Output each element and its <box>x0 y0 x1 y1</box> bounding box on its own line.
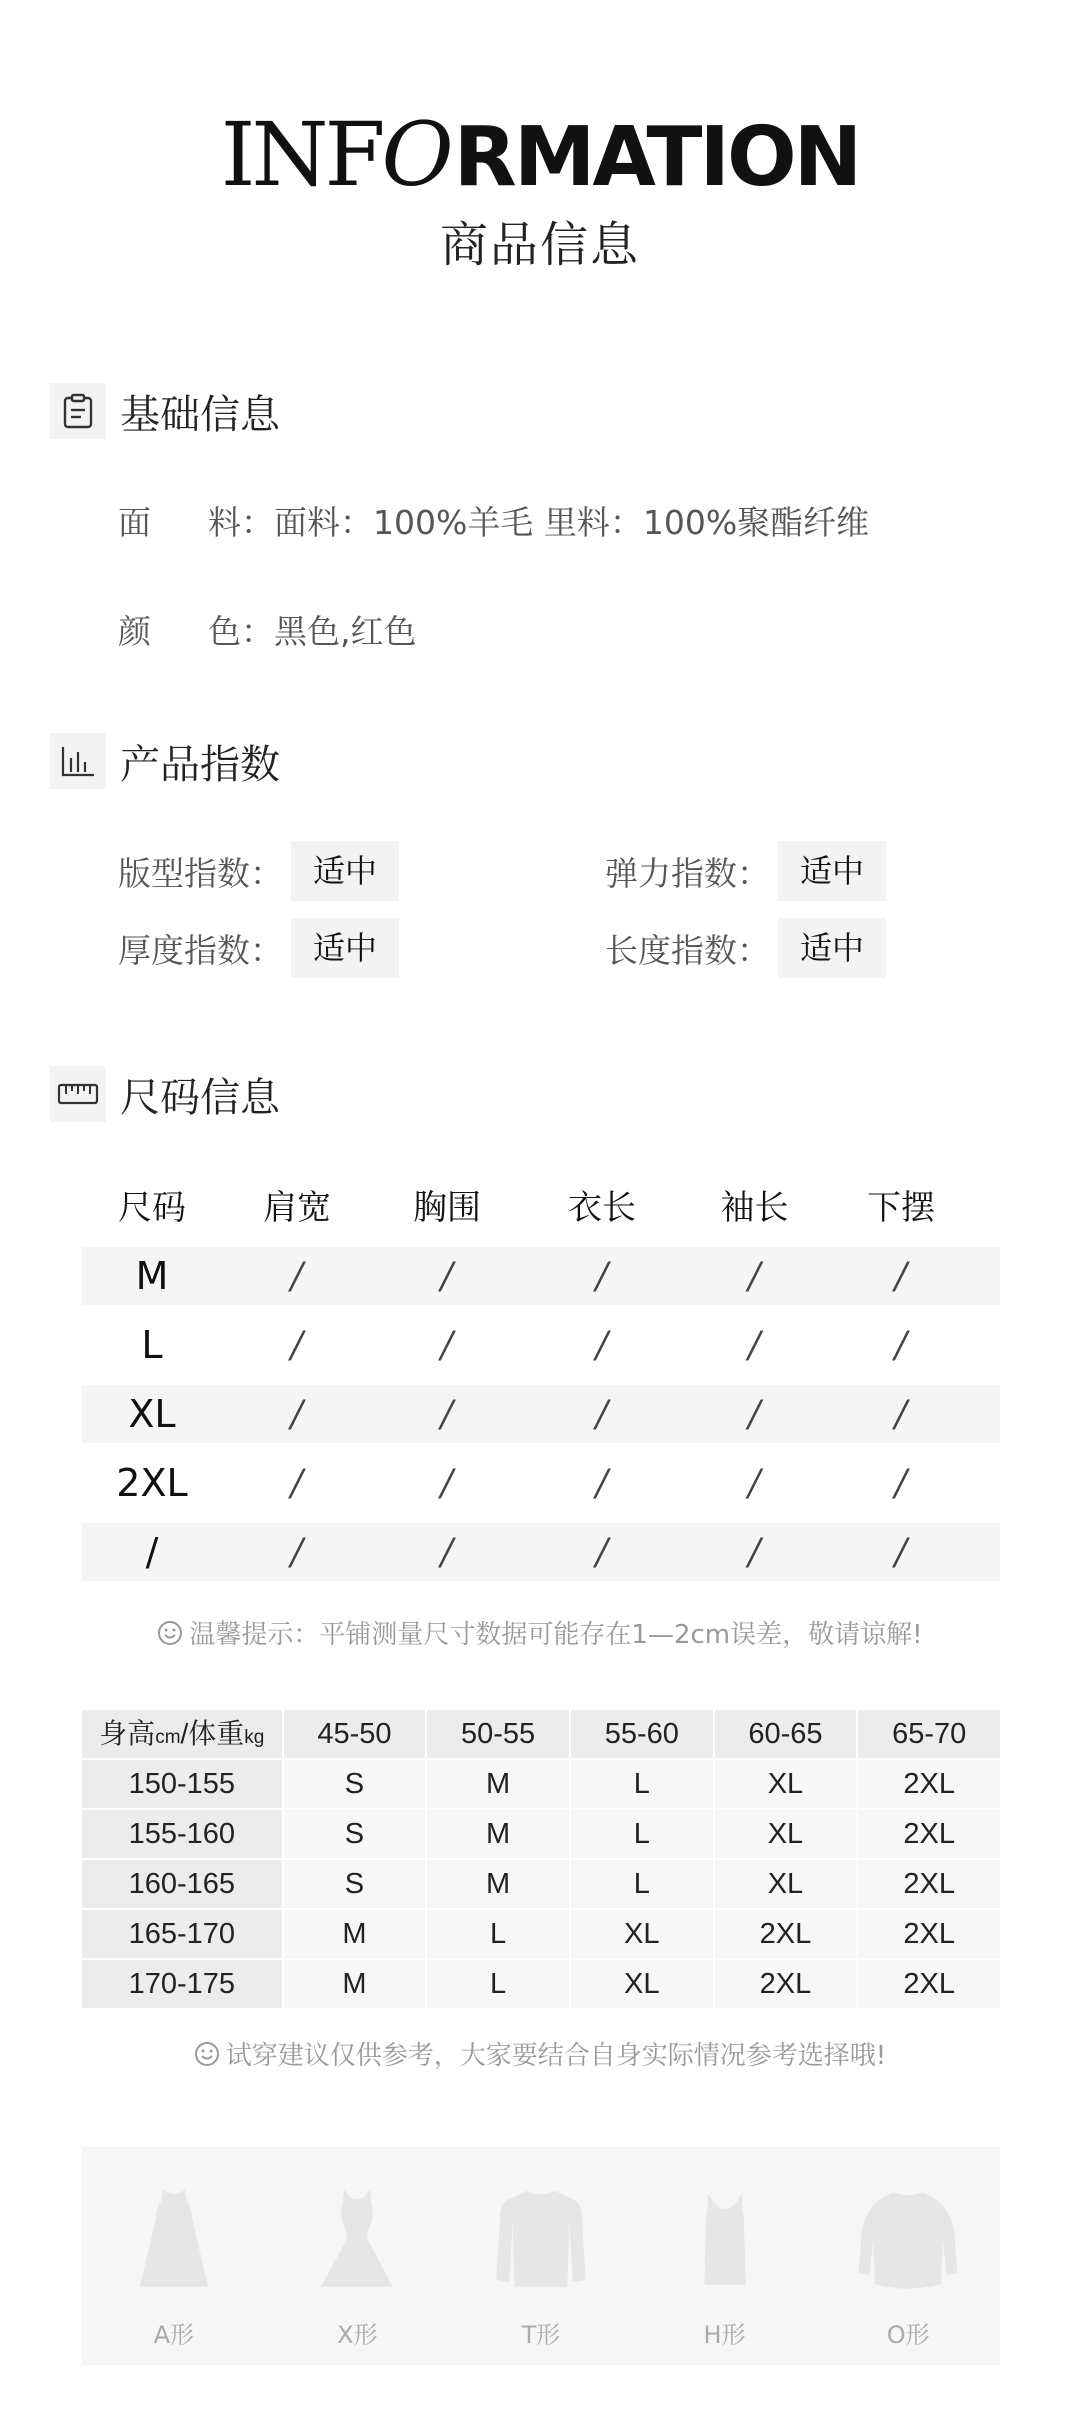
size-cell: 2XL <box>858 1910 1000 1958</box>
index-label: 长度指数： <box>605 930 770 970</box>
silhouette-a <box>99 2147 249 2365</box>
value-cell: / <box>595 1255 609 1297</box>
table-row <box>82 1316 1000 1374</box>
length-index <box>605 918 886 978</box>
height-cell: 160-165 <box>82 1860 282 1908</box>
fabric-row <box>118 497 869 544</box>
section-title: 产品指数 <box>120 741 280 788</box>
size-cell: L <box>571 1760 713 1808</box>
rec-corner-cell: 身高cm/体重kg <box>82 1710 282 1758</box>
silhouette-label: H形 <box>703 2321 746 2349</box>
silhouette-label: O形 <box>886 2321 930 2349</box>
color-row <box>118 606 417 653</box>
size-cell: L <box>571 1860 713 1908</box>
a-line-dress-icon <box>129 2185 219 2295</box>
h-shape-vest-icon <box>682 2185 768 2295</box>
value-cell: / <box>290 1393 304 1435</box>
index-label: 版型指数： <box>118 853 283 893</box>
table-row <box>82 1454 1000 1512</box>
silhouette-x <box>282 2147 432 2365</box>
weight-header-cell: 65-70 <box>858 1710 1000 1758</box>
index-value-chip: 适中 <box>778 918 886 978</box>
header-cell: 胸围 <box>413 1187 481 1228</box>
silhouette-label: T形 <box>521 2321 561 2349</box>
value-cell: / <box>290 1462 304 1504</box>
header-chinese-title: 商品信息 <box>439 217 640 273</box>
value-cell: / <box>894 1255 908 1297</box>
rec-header-row <box>82 1710 1000 1760</box>
bar-chart-icon <box>50 733 106 789</box>
value-cell: / <box>290 1324 304 1366</box>
value-cell: / <box>894 1462 908 1504</box>
header-cell: 衣长 <box>568 1187 636 1228</box>
size-cell: 2XL <box>858 1860 1000 1908</box>
x-line-dress-icon <box>312 2185 402 2295</box>
smile-icon <box>157 1620 183 1646</box>
fabric-value: 面料：100%羊毛 里料：100%聚酯纤维 <box>274 503 870 542</box>
index-value-chip: 适中 <box>291 918 399 978</box>
ruler-icon <box>50 1066 106 1122</box>
size-cell: 2XL <box>715 1910 857 1958</box>
size-cell: 2XL <box>858 1810 1000 1858</box>
size-cell: XL <box>571 1910 713 1958</box>
value-cell: / <box>595 1531 609 1573</box>
size-cell: M <box>427 1860 569 1908</box>
o-shape-coat-icon <box>853 2185 963 2295</box>
header-english-title <box>0 103 1080 206</box>
height-cell: 165-170 <box>82 1910 282 1958</box>
weight-header-cell: 60-65 <box>715 1710 857 1758</box>
value-cell: / <box>440 1324 454 1366</box>
thickness-index <box>118 918 399 978</box>
table-row <box>82 1247 1000 1305</box>
size-cell: 2XL <box>116 1461 188 1505</box>
height-cell: 155-160 <box>82 1810 282 1858</box>
size-cell: L <box>427 1910 569 1958</box>
index-label: 弹力指数： <box>605 853 770 893</box>
size-cell: / <box>145 1530 159 1574</box>
value-cell: / <box>290 1531 304 1573</box>
recommendation-tip <box>0 2035 1080 2072</box>
size-cell: L <box>571 1810 713 1858</box>
value-cell: / <box>595 1393 609 1435</box>
size-recommendation-table <box>82 1710 1000 2010</box>
table-row <box>82 1960 1000 2010</box>
value-cell: / <box>440 1255 454 1297</box>
size-cell: XL <box>715 1760 857 1808</box>
recommendation-tip-text: 试穿建议仅供参考，大家要结合自身实际情况参考选择哦! <box>225 2041 887 2071</box>
index-value-chip: 适中 <box>778 841 886 901</box>
silhouette-o <box>833 2147 983 2365</box>
value-cell: / <box>748 1324 761 1366</box>
title-italic-part: O <box>381 103 454 206</box>
size-cell: S <box>284 1810 426 1858</box>
height-cell: 150-155 <box>82 1760 282 1808</box>
table-row <box>82 1385 1000 1443</box>
size-tip-text: 温馨提示：平铺测量尺寸数据可能存在1—2cm误差，敬请谅解! <box>189 1620 923 1650</box>
fabric-label-2: 料： <box>208 503 274 542</box>
value-cell: / <box>440 1393 454 1435</box>
size-cell: L <box>427 1960 569 2008</box>
value-cell: / <box>440 1462 454 1504</box>
index-value-chip: 适中 <box>291 841 399 901</box>
size-cell: S <box>284 1760 426 1808</box>
size-cell: L <box>141 1323 163 1367</box>
value-cell: / <box>748 1531 761 1573</box>
size-cell: M <box>135 1254 169 1298</box>
size-cell: XL <box>128 1392 176 1436</box>
size-cell: M <box>427 1810 569 1858</box>
header-cell: 尺码 <box>118 1187 186 1228</box>
header-cell: 肩宽 <box>263 1187 331 1228</box>
size-cell: 2XL <box>715 1960 857 2008</box>
index-label: 厚度指数： <box>118 930 283 970</box>
size-cell: XL <box>715 1860 857 1908</box>
section-size-info <box>50 1066 280 1122</box>
size-cell: M <box>427 1760 569 1808</box>
silhouette-label: X形 <box>337 2321 378 2349</box>
color-value: 黑色,红色 <box>274 612 417 651</box>
size-cell: 2XL <box>858 1760 1000 1808</box>
value-cell: / <box>748 1255 761 1297</box>
table-row <box>82 1810 1000 1860</box>
title-bold-part: RMATION <box>453 110 860 205</box>
value-cell: / <box>894 1324 908 1366</box>
section-basic-info <box>50 383 280 439</box>
color-label-2: 色： <box>208 612 274 651</box>
value-cell: / <box>748 1462 761 1504</box>
silhouette-t <box>466 2147 616 2365</box>
elasticity-index <box>605 841 886 901</box>
size-cell: XL <box>715 1810 857 1858</box>
fabric-label-1: 面 <box>118 503 151 542</box>
table-row <box>82 1860 1000 1910</box>
value-cell: / <box>894 1531 908 1573</box>
value-cell: / <box>290 1255 304 1297</box>
size-table-header <box>82 1172 1000 1236</box>
silhouette-label: A形 <box>153 2321 194 2349</box>
table-row <box>82 1523 1000 1581</box>
page-header <box>0 103 1080 275</box>
section-title: 基础信息 <box>120 391 280 438</box>
weight-header-cell: 55-60 <box>571 1710 713 1758</box>
fit-index <box>118 841 399 901</box>
value-cell: / <box>595 1462 609 1504</box>
header-cell: 下摆 <box>867 1187 935 1228</box>
size-cell: M <box>284 1910 426 1958</box>
weight-header-cell: 50-55 <box>427 1710 569 1758</box>
table-row <box>82 1760 1000 1810</box>
height-cell: 170-175 <box>82 1960 282 2008</box>
size-cell: 2XL <box>858 1960 1000 2008</box>
section-product-index <box>50 733 280 789</box>
size-cell: M <box>284 1960 426 2008</box>
title-thin-part: INF <box>220 103 382 206</box>
value-cell: / <box>894 1393 908 1435</box>
size-cell: XL <box>571 1960 713 2008</box>
header-cell: 袖长 <box>720 1187 789 1228</box>
value-cell: / <box>595 1324 609 1366</box>
section-title: 尺码信息 <box>120 1074 280 1121</box>
value-cell: / <box>440 1531 454 1573</box>
color-label-1: 颜 <box>118 612 151 651</box>
silhouette-panel <box>82 2147 1000 2365</box>
size-cell: S <box>284 1860 426 1908</box>
silhouette-h <box>650 2147 800 2365</box>
size-tip <box>0 1614 1080 1651</box>
t-shape-top-icon <box>491 2185 591 2295</box>
smile-icon <box>194 2041 220 2067</box>
value-cell: / <box>748 1393 761 1435</box>
size-table <box>82 1172 1000 1581</box>
weight-header-cell: 45-50 <box>284 1710 426 1758</box>
table-row <box>82 1910 1000 1960</box>
clipboard-icon <box>50 383 106 439</box>
